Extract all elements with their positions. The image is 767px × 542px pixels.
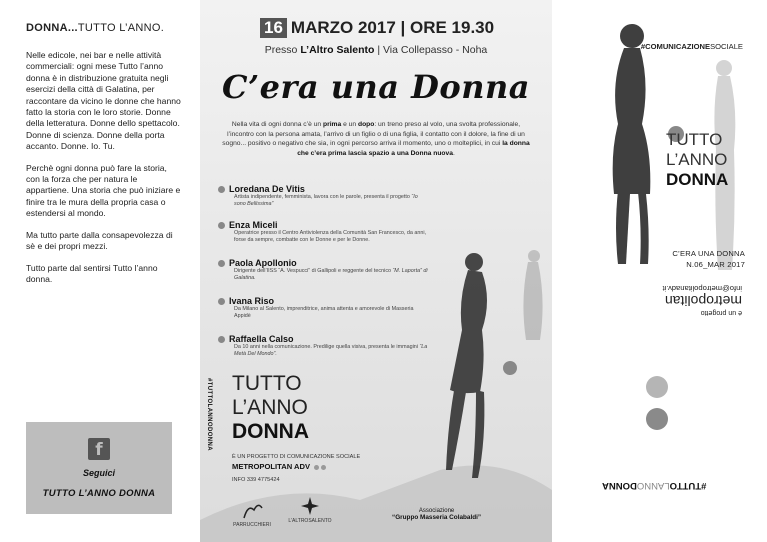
speaker-item bbox=[218, 258, 428, 282]
project-company: METROPOLITAN ADV bbox=[232, 462, 311, 471]
decor-dot bbox=[646, 408, 668, 430]
event-venue bbox=[200, 44, 552, 56]
date-rest: MARZO 2017 | ORE 19.30 bbox=[290, 18, 495, 37]
speaker-desc-italic: “Io sono Bellissima” bbox=[234, 194, 418, 207]
facebook-icon[interactable]: f bbox=[88, 438, 110, 460]
project-label: È UN PROGETTO DI COMUNICAZIONE SOCIALE bbox=[232, 454, 361, 460]
center-panel bbox=[200, 0, 552, 542]
left-heading bbox=[26, 22, 182, 34]
speaker-desc: Da Milano al Salento, imprenditrice, anima attenta e amorevole di Masseria Appidè bbox=[234, 306, 414, 319]
intro-text: : un treno preso al volo, una svolta professionale, l’incontro con la persona amata, l’arrivo di un figlio o di una figlia, il contatto con il dolore, la fine di un sogno... positivo o negativo che sia, in ogni percorso arriva il momento, uno o molteplici, in cui bbox=[222, 121, 525, 148]
speaker-desc: Artista indipendente, femminista, lavora con le parole, presenta il progetto bbox=[234, 194, 410, 200]
speaker-desc: Dirigente dell’IISS “A. Vespucci” di Gallipoli e reggente del tecnico bbox=[234, 268, 392, 274]
social-box[interactable] bbox=[26, 422, 172, 514]
logo-line: L’ANNO bbox=[666, 150, 728, 169]
dot-icon bbox=[321, 465, 326, 470]
logo-line-bold: DONNA bbox=[232, 420, 309, 443]
tag-bold: #TUTTO bbox=[669, 480, 707, 491]
issue-title: C’ERA UNA DONNA bbox=[672, 249, 745, 258]
logo-line: L’ANNO bbox=[232, 396, 308, 419]
right-panel bbox=[552, 0, 767, 542]
venue-rest: | Via Collepasso - Noha bbox=[377, 44, 488, 56]
speaker-name: Loredana De Vitis bbox=[229, 184, 305, 194]
hashtag-rest: SOCIALE bbox=[710, 42, 743, 51]
speaker-name: Raffaella Calso bbox=[229, 334, 294, 344]
star-logo-icon bbox=[300, 496, 320, 516]
left-paragraph: Nelle edicole, nei bar e nelle attività commerciali: ogni mese Tutto l’anno donna è in distribuzione gratuita negli esercizi della città di Galatina, per raccontare da vicino le donne che hanno fatto la storia con le loro storie. Donne della letteratura. Donne dello spettacolo. Donne di scienza. Donne della porta accanto. Donne. Io. Tu. bbox=[26, 50, 181, 152]
left-paragraph: Ma tutto parte dalla consapevolezza di sè e dei propri mezzi. bbox=[26, 229, 173, 252]
speaker-name: Paola Apollonio bbox=[229, 258, 297, 268]
left-panel bbox=[0, 0, 200, 542]
left-paragraph: Tutto parte dal sentirsi Tutto l’anno donna. bbox=[26, 262, 158, 284]
event-title: C’era una Donna bbox=[222, 68, 530, 106]
sponsor-logo bbox=[280, 496, 340, 524]
speaker-item bbox=[218, 184, 428, 208]
bullet-icon bbox=[218, 298, 225, 305]
heading-rest: TUTTO L’ANNO. bbox=[77, 22, 165, 34]
event-intro bbox=[218, 120, 534, 158]
venue-prefix: Presso bbox=[264, 44, 298, 56]
cover-logo bbox=[666, 130, 728, 190]
upside-down-credits bbox=[592, 284, 742, 316]
sponsor-name: L’ALTROSALENTO bbox=[288, 518, 332, 524]
hashtag-bold: #COMUNICAZIONE bbox=[640, 42, 711, 51]
speaker-name: Enza Miceli bbox=[229, 220, 278, 230]
venue-name: L’Altro Salento bbox=[300, 44, 375, 56]
hairdresser-logo-icon bbox=[240, 500, 264, 520]
upside-email: info@metropolitanadv.it bbox=[662, 284, 742, 293]
upside-company: metropolitan bbox=[664, 293, 742, 309]
intro-text: Nella vita di ogni donna c’è un bbox=[231, 121, 322, 128]
bullet-icon bbox=[218, 336, 225, 343]
left-paragraph: Perchè ogni donna può fare la storia, con la forza che per natura le appartiene. Una storia che può iniziare e finire tra le mura della propria casa o estendersi al mondo. bbox=[26, 162, 181, 219]
bullet-icon bbox=[218, 260, 225, 267]
dot-icon bbox=[314, 465, 319, 470]
speaker-item bbox=[218, 334, 428, 358]
decor-dot bbox=[646, 376, 668, 398]
intro-dopo: dopo bbox=[357, 121, 375, 128]
sponsor-logo bbox=[232, 500, 272, 528]
speaker-name: Ivana Riso bbox=[229, 296, 275, 306]
tutto-lanno-donna-logo bbox=[232, 372, 309, 444]
speaker-item bbox=[218, 220, 428, 244]
logo-line: TUTTO bbox=[666, 130, 723, 149]
intro-end: . bbox=[452, 149, 455, 157]
speaker-desc-italic: “La Metà Del Mondo”. bbox=[234, 344, 428, 357]
speaker-desc: Da 10 anni nella comunicazione. Predilige quella visiva, presenta le immagini bbox=[234, 344, 418, 350]
project-info: INFO 339 4775424 bbox=[232, 477, 280, 483]
association-credit bbox=[392, 508, 481, 521]
social-hashtag bbox=[641, 42, 743, 51]
issue-number: N.06_MAR 2017 bbox=[686, 260, 745, 269]
social-brand: TUTTO L’ANNO DONNA bbox=[42, 488, 156, 499]
assoc-label: Associazione bbox=[418, 508, 455, 514]
follow-label: Seguici bbox=[82, 468, 115, 478]
intro-text: e un bbox=[343, 121, 357, 128]
logo-line: TUTTO bbox=[232, 372, 302, 395]
tag-bold: DONNA bbox=[602, 480, 637, 491]
event-date bbox=[260, 18, 494, 38]
upside-down-hashtag bbox=[602, 480, 706, 491]
sponsor-name: PARRUCCHIERI bbox=[233, 522, 271, 528]
speaker-desc: Operatrice presso il Centro Antiviolenza della Comunità San Francesco, da anni, forse da sempre, combatte con le Donne e per le Donne. bbox=[234, 230, 427, 243]
vertical-hashtag: #TUTTOLANNODONNA bbox=[206, 378, 212, 451]
issue-info bbox=[672, 248, 745, 270]
tag-light: LANNO bbox=[636, 480, 670, 491]
heading-bold: DONNA... bbox=[26, 22, 78, 34]
logo-line-bold: DONNA bbox=[666, 170, 729, 189]
assoc-name: “Gruppo Masseria Colabaldi” bbox=[392, 514, 482, 521]
bullet-icon bbox=[218, 186, 225, 193]
project-credits bbox=[232, 454, 360, 483]
bullet-icon bbox=[218, 222, 225, 229]
intro-prima: prima bbox=[323, 121, 342, 128]
intro-bold: la donna che c’era prima lascia spazio a una Donna nuova bbox=[297, 140, 530, 157]
speaker-desc-italic: “M. Laporta” di Galatina. bbox=[234, 268, 428, 281]
date-day: 16 bbox=[260, 18, 287, 38]
speaker-item bbox=[218, 296, 428, 320]
upside-project-label: è un progetto bbox=[700, 309, 742, 316]
